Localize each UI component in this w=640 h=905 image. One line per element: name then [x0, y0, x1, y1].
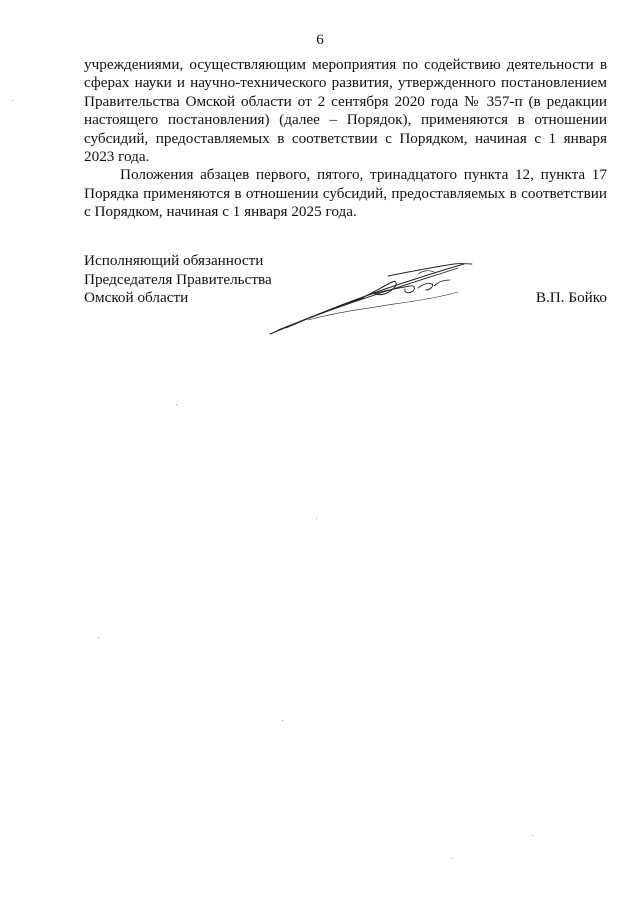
scan-speck [451, 858, 452, 859]
page-number: 6 [316, 32, 324, 48]
scan-speck [98, 637, 99, 638]
signer-name: В.П. Бойко [535, 289, 607, 306]
signer-position-line-1: Исполняющий обязанности [84, 252, 264, 269]
scan-speck [532, 835, 533, 836]
signer-position-line-2: Председателя Правительства [84, 270, 272, 288]
signer-position-line-3: Омской области [84, 289, 189, 307]
scan-speck [12, 100, 13, 101]
body-paragraph-provisions: Положения абзацев первого, пятого, тринадцатого пункта 12, пункта 17 Порядка применяются в отношении субсидий, предоставляемых в соответствии с Порядком, начиная с 1 января 2025 года. [84, 166, 607, 221]
body-paragraph-continuation: учреждениями, осуществляющим мероприятия по содействию деятельности в сферах науки и научно-технического развития, утвержденного постановлением Правительства Омской области от 2 сентября 2020 года № 357-п (в редакции настоящего постановления) (далее – Порядок), применяются в отношении субсидий, предоставляемых в соответствии с Порядком, начиная с 1 января 2023 года. [84, 56, 607, 166]
scan-speck [282, 720, 283, 721]
scan-speck [316, 518, 317, 519]
handwritten-signature [268, 258, 474, 338]
scan-speck [176, 404, 177, 405]
document-body [84, 56, 607, 222]
